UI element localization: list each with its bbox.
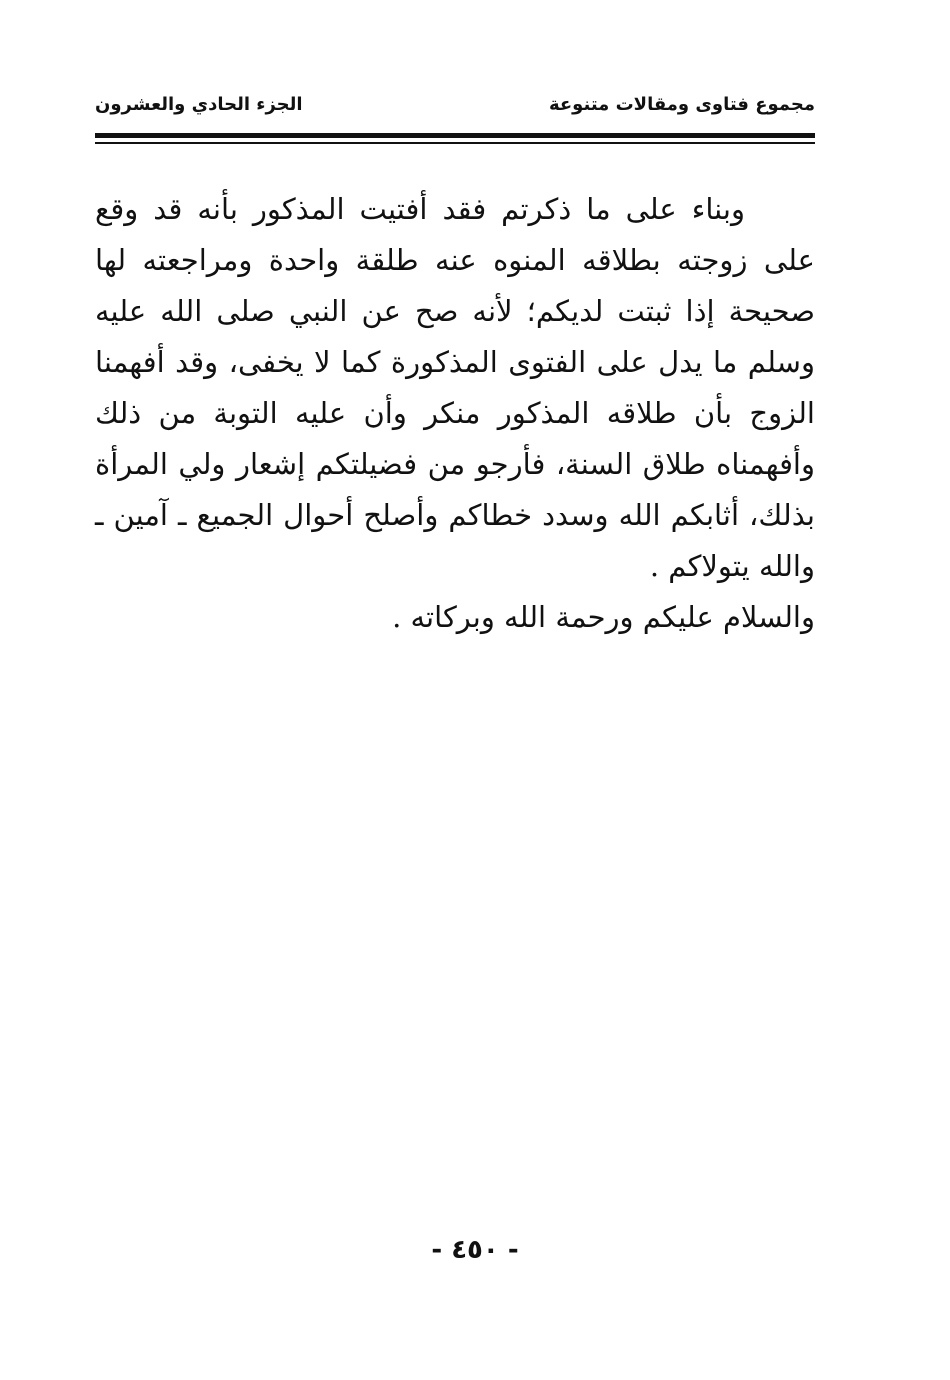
paragraph-closing: والسلام عليكم ورحمة الله وبركاته . <box>392 600 815 634</box>
paragraph-fatwa: وبناء على ما ذكرتم فقد أفتيت المذكور بأنه قد وقع على زوجته بطلاقه المنوه عنه طلقة واحدة ومراجعته لها صحيحة إذا ثبتت لديكم؛ لأنه صح عن النبي صلى الله عليه وسلم ما يدل على الفتوى المذكورة كما لا يخفى، وقد أفهمنا الزوج بأن طلاقه المذكور منكر وأن عليه التوبة من ذلك وأفهمناه طلاق السنة، فأرجو من فضيلتكم إشعار ولي المرأة بذلك، أثابكم الله وسدد خطاكم وأصلح أحوال الجميع ـ آمين ـ والله يتولاكم . <box>95 192 815 583</box>
volume-label: الجزء الحادي والعشرون <box>95 94 303 115</box>
header-rule-thin <box>95 142 815 144</box>
body-text <box>95 184 815 643</box>
running-header <box>95 88 815 128</box>
header-rule-thick <box>95 133 815 138</box>
page-number: - ٤٥٠ - <box>431 1235 519 1265</box>
book-title: مجموع فتاوى ومقالات متنوعة <box>548 94 815 115</box>
